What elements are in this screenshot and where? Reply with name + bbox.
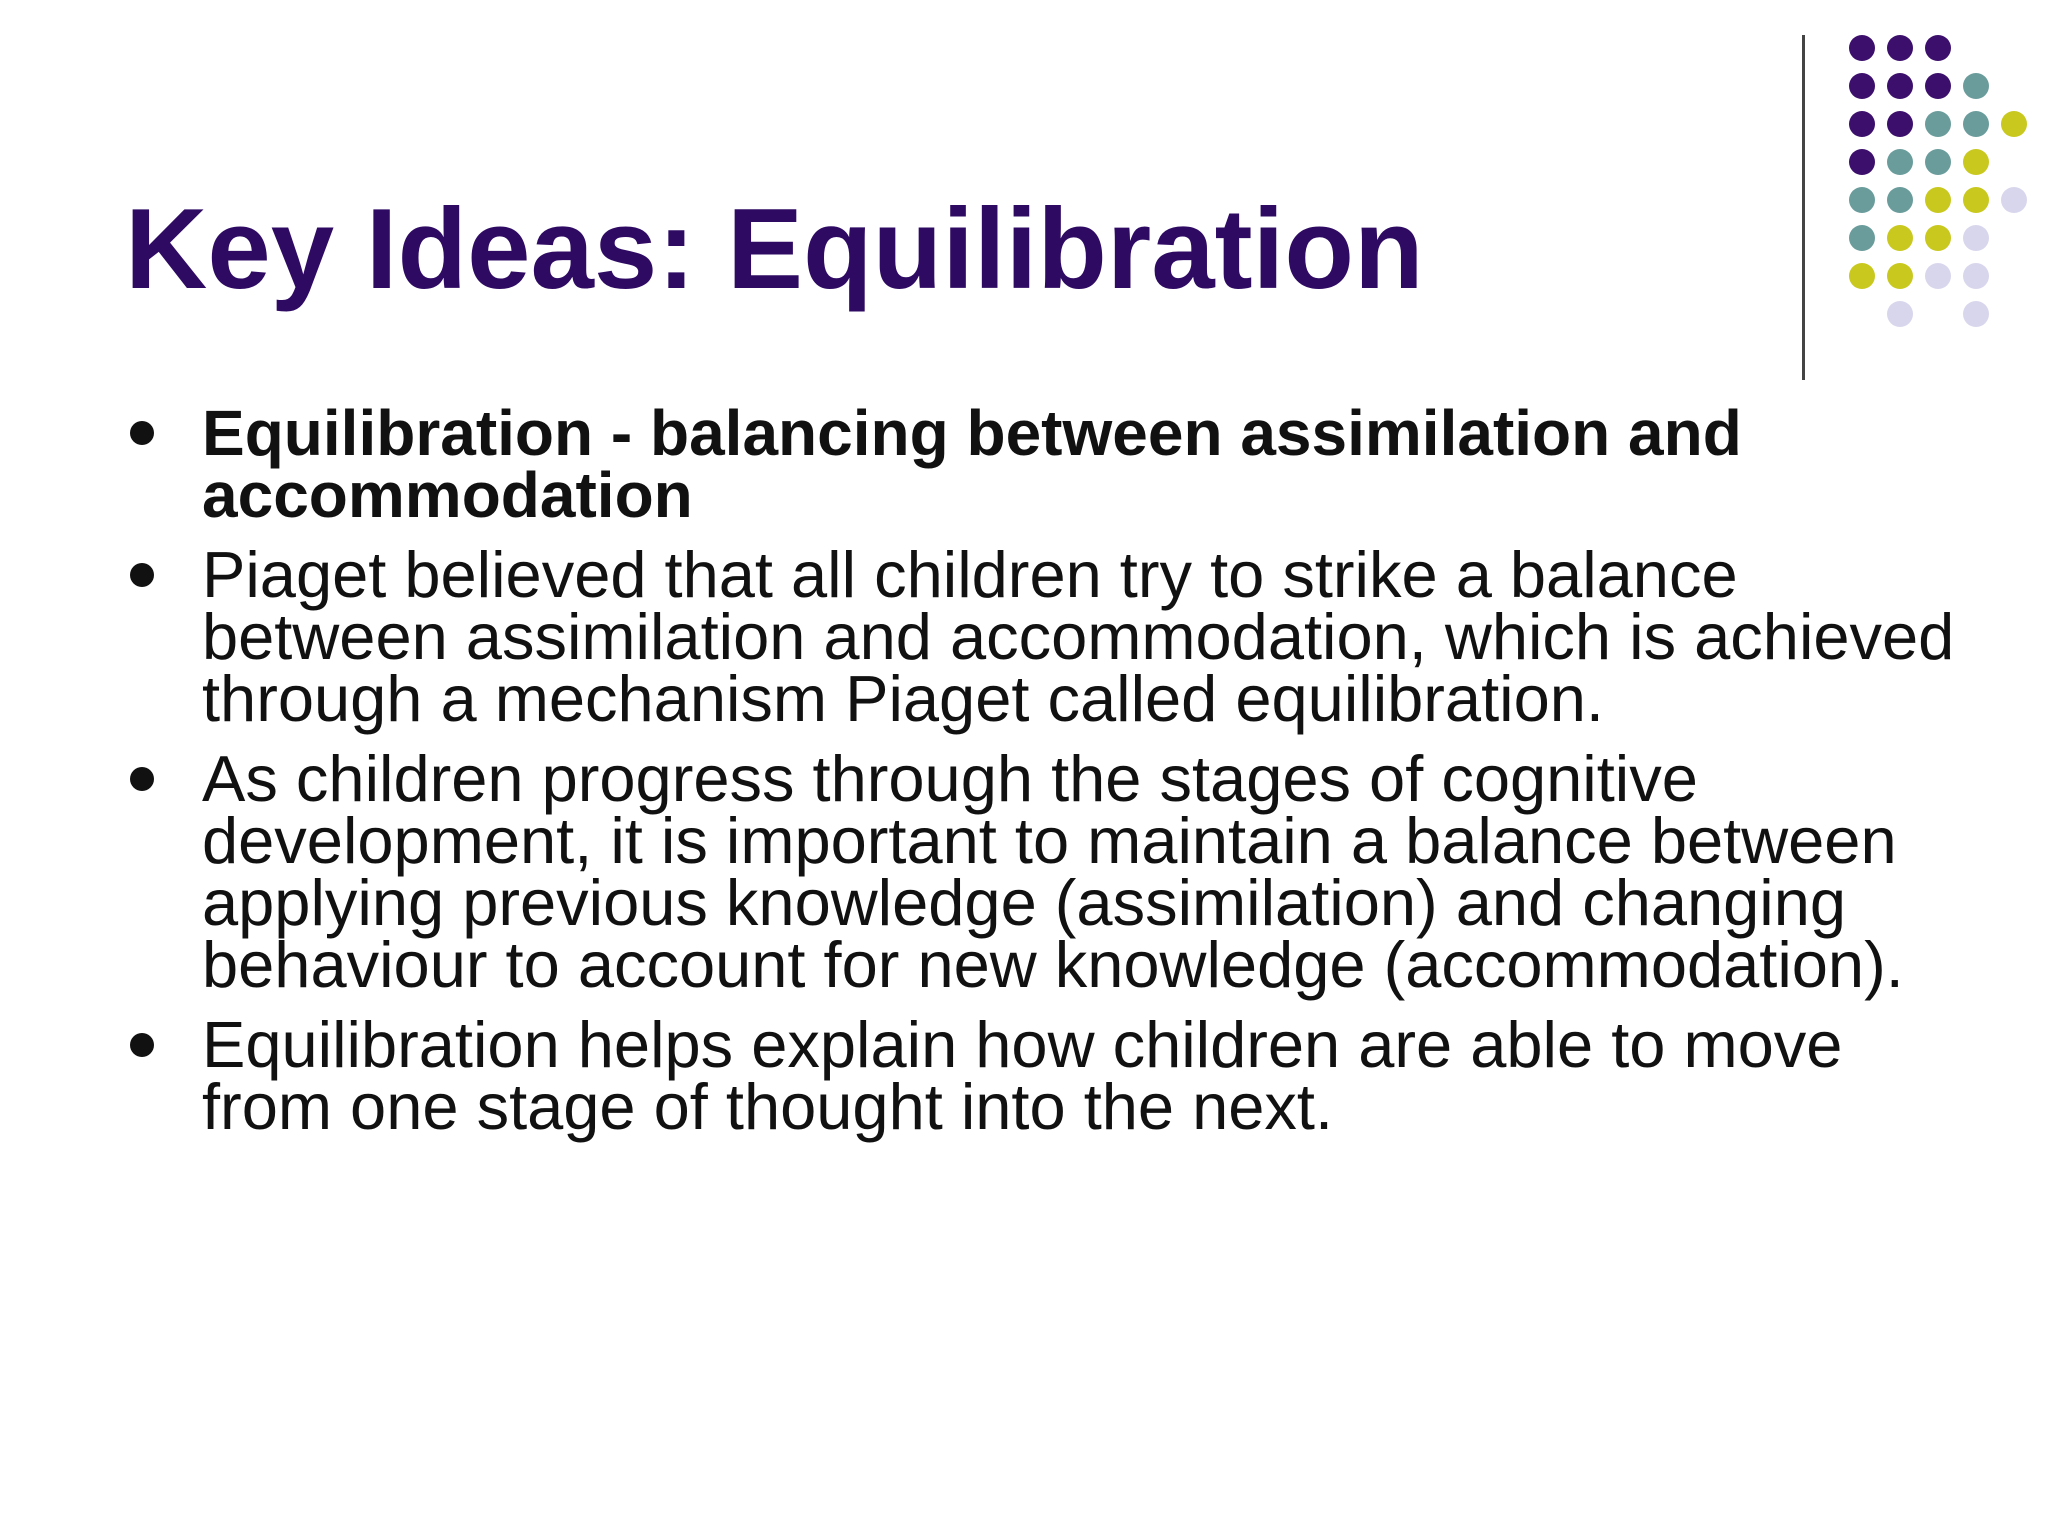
bullet-dot-icon bbox=[130, 1033, 154, 1057]
decorative-dot-teal bbox=[1887, 187, 1913, 213]
decorative-dot-teal bbox=[1925, 111, 1951, 137]
decorative-dot-olive bbox=[1887, 263, 1913, 289]
decorative-dot-lavender bbox=[1963, 263, 1989, 289]
decorative-dot-olive bbox=[1963, 149, 1989, 175]
decorative-dot-purple bbox=[1925, 35, 1951, 61]
decorative-dot-purple bbox=[1849, 73, 1875, 99]
bullet-item-stages-balance bbox=[130, 742, 1970, 1001]
decorative-dot-teal bbox=[1925, 149, 1951, 175]
bullet-item-definition bbox=[130, 397, 1970, 531]
slide-title: Key Ideas: Equilibration bbox=[125, 186, 1424, 313]
bullet-text: Equilibration - balancing between assimilation and accommodation bbox=[202, 397, 1742, 531]
decorative-dot-purple bbox=[1887, 73, 1913, 99]
decorative-dot-olive bbox=[2001, 111, 2027, 137]
bullet-text: Piaget believed that all children try to strike a balance between assimilation and accommodation, which is achieved through a mechanism Piaget called equilibration. bbox=[202, 538, 1955, 735]
decorative-dot-purple bbox=[1849, 111, 1875, 137]
decorative-dot-lavender bbox=[2001, 187, 2027, 213]
title-divider-line bbox=[1802, 35, 1805, 380]
decorative-dot-teal bbox=[1963, 73, 1989, 99]
bullet-item-piaget-belief bbox=[130, 538, 1970, 735]
decorative-dot-purple bbox=[1925, 73, 1951, 99]
decorative-dot-olive bbox=[1925, 187, 1951, 213]
decorative-dot-olive bbox=[1887, 225, 1913, 251]
decorative-dot-olive bbox=[1925, 225, 1951, 251]
bullet-dot-icon bbox=[130, 421, 154, 445]
decorative-dot-lavender bbox=[1925, 263, 1951, 289]
decorative-dot-teal bbox=[1887, 149, 1913, 175]
decorative-dot-lavender bbox=[1963, 225, 1989, 251]
bullet-text: Equilibration helps explain how children are able to move from one stage of thought into the next. bbox=[202, 1008, 1843, 1143]
decorative-dot-purple bbox=[1887, 111, 1913, 137]
decorative-dot-olive bbox=[1963, 187, 1989, 213]
decorative-dot-olive bbox=[1849, 263, 1875, 289]
bullet-text: As children progress through the stages of cognitive development, it is important to maintain a balance between applying previous knowledge (assimilation) and changing behaviour to account for new knowledge (accommodation). bbox=[202, 742, 1904, 1001]
bullet-list bbox=[130, 397, 1970, 1156]
decorative-dot-teal bbox=[1963, 111, 1989, 137]
decorative-dot-purple bbox=[1849, 149, 1875, 175]
decorative-dot-purple bbox=[1849, 35, 1875, 61]
decorative-dot-purple bbox=[1887, 35, 1913, 61]
bullet-dot-icon bbox=[130, 563, 154, 587]
decorative-dot-lavender bbox=[1887, 301, 1913, 327]
decorative-dot-teal bbox=[1849, 225, 1875, 251]
decorative-dot-teal bbox=[1849, 187, 1875, 213]
bullet-item-stage-transition bbox=[130, 1008, 1970, 1143]
decorative-dot-lavender bbox=[1963, 301, 1989, 327]
bullet-dot-icon bbox=[130, 767, 154, 791]
